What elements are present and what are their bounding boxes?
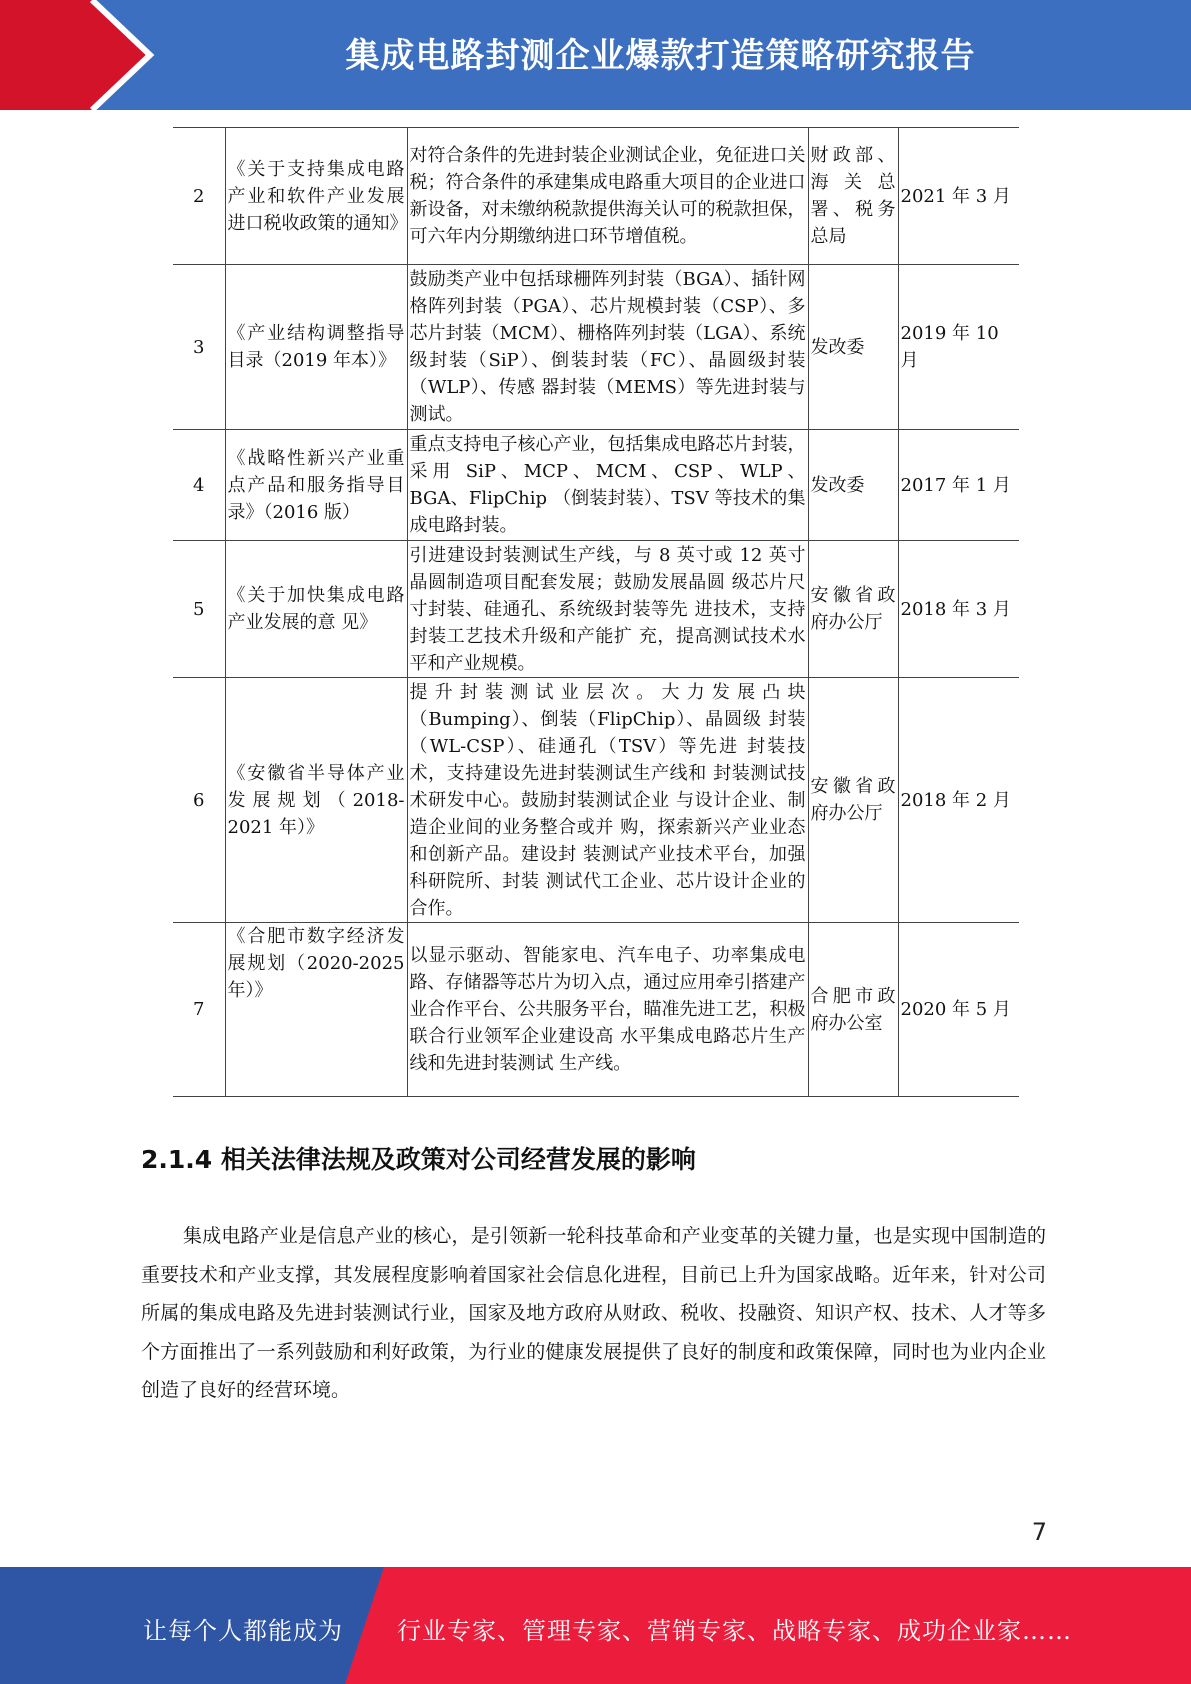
header-red-arrow-icon	[0, 0, 170, 110]
policy-name: 《安徽省半导体产业发展规划（2018-2021 年）》	[225, 678, 407, 923]
footer-slogan-left: 让每个人都能成为	[143, 1617, 343, 1645]
policy-name: 《关于加快集成电路产业发展的意 见》	[225, 541, 407, 678]
table-row	[173, 128, 1019, 265]
policy-content: 对符合条件的先进封装企业测试企业，免征进口关税；符合条件的承建集成电路重大项目的企业进口新设备，对未缴纳税款提供海关认可的税款担保，可六年内分期缴纳进口环节增值税。	[407, 128, 808, 265]
policy-content: 提升封装测试业层次。大力发展凸块（Bumping）、倒装（FlipChip）、晶圆级 封装（WL-CSP）、硅通孔（TSV）等先进 封装技术，支持建设先进封装测试生产线和 封装测试技术研发中心。鼓励封装测试企业 与设计企业、制造企业间的业务整合或并 购，探索新兴产业业态和创新产品。建设封 装测试产业技术平台，加强科研院所、封装 测试代工企业、芯片设计企业的合作。	[407, 678, 808, 923]
report-title: 集成电路封测企业爆款打造策略研究报告	[345, 36, 976, 76]
page-number: 7	[1031, 1518, 1047, 1546]
row-number: 5	[173, 541, 225, 678]
issuing-department: 财政部、海关总署、税务总局	[808, 128, 898, 265]
table-row	[173, 923, 1019, 1097]
issue-date: 2020 年 5 月	[898, 923, 1019, 1097]
issue-date: 2017 年 1 月	[898, 430, 1019, 541]
policy-content: 以显示驱动、智能家电、汽车电子、功率集成电路、存储器等芯片为切入点，通过应用牵引搭建产业合作平台、公共服务平台，瞄准先进工艺，积极联合行业领军企业建设高 水平集成电路芯片生产线和先进封装测试 生产线。	[407, 923, 808, 1097]
footer-slogan-right: 行业专家、管理专家、营销专家、战略专家、成功企业家……	[397, 1617, 1072, 1645]
page-header	[0, 0, 1191, 110]
issuing-department: 合肥市政府办公室	[808, 923, 898, 1097]
table-row	[173, 265, 1019, 430]
row-number: 4	[173, 430, 225, 541]
issue-date: 2018 年 2 月	[898, 678, 1019, 923]
page-footer	[0, 1567, 1191, 1684]
issuing-department: 发改委	[808, 265, 898, 430]
issuing-department: 安徽省政府办公厅	[808, 541, 898, 678]
row-number: 3	[173, 265, 225, 430]
row-number: 6	[173, 678, 225, 923]
issue-date: 2019 年 10 月	[898, 265, 1019, 430]
issue-date: 2021 年 3 月	[898, 128, 1019, 265]
policy-content: 鼓励类产业中包括球栅阵列封装（BGA）、插针网格阵列封装（PGA）、芯片规模封装（CSP）、多芯片封装（MCM）、栅格阵列封装（LGA）、系统级封装（SiP）、倒装封装（FC）、晶圆级封装（WLP）、传感 器封装（MEMS）等先进封装与测试。	[407, 265, 808, 430]
body-paragraph: 集成电路产业是信息产业的核心，是引领新一轮科技革命和产业变革的关键力量，也是实现中国制造的重要技术和产业支撑，其发展程度影响着国家社会信息化进程，目前已上升为国家战略。近年来，针对公司所属的集成电路及先进封装测试行业，国家及地方政府从财政、税收、投融资、知识产权、技术、人才等多个方面推出了一系列鼓励和利好政策，为行业的健康发展提供了良好的制度和政策保障，同时也为业内企业创造了良好的经营环境。	[141, 1225, 1046, 1401]
row-number: 7	[173, 923, 225, 1097]
issue-date: 2018 年 3 月	[898, 541, 1019, 678]
policy-name: 《产业结构调整指导目录（2019 年本）》	[225, 265, 407, 430]
policy-table	[173, 127, 1019, 1097]
policy-content: 引进建设封装测试生产线，与 8 英寸或 12 英寸晶圆制造项目配套发展；鼓励发展晶圆 级芯片尺寸封装、硅通孔、系统级封装等先 进技术，支持封装工艺技术升级和产能扩 充，提高测试技术水平和产业规模。	[407, 541, 808, 678]
issuing-department: 发改委	[808, 430, 898, 541]
policy-content: 重点支持电子核心产业，包括集成电路芯片封装，采用 SiP、MCP、MCM、CSP、WLP、BGA、FlipChip （倒装封装）、TSV 等技术的集成电路封装。	[407, 430, 808, 541]
table-row	[173, 430, 1019, 541]
section-heading: 2.1.4 相关法律法规及政策对公司经营发展的影响	[141, 1145, 696, 1174]
table-row	[173, 541, 1019, 678]
policy-name: 《关于支持集成电路产业和软件产业发展进口税收政策的通知》	[225, 128, 407, 265]
table-row	[173, 678, 1019, 923]
policy-name: 《合肥市数字经济发展规划（2020-2025 年）》	[225, 923, 407, 1097]
row-number: 2	[173, 128, 225, 265]
issuing-department: 安徽省政府办公厅	[808, 678, 898, 923]
policy-name: 《战略性新兴产业重点产品和服务指导目录》（2016 版）	[225, 430, 407, 541]
